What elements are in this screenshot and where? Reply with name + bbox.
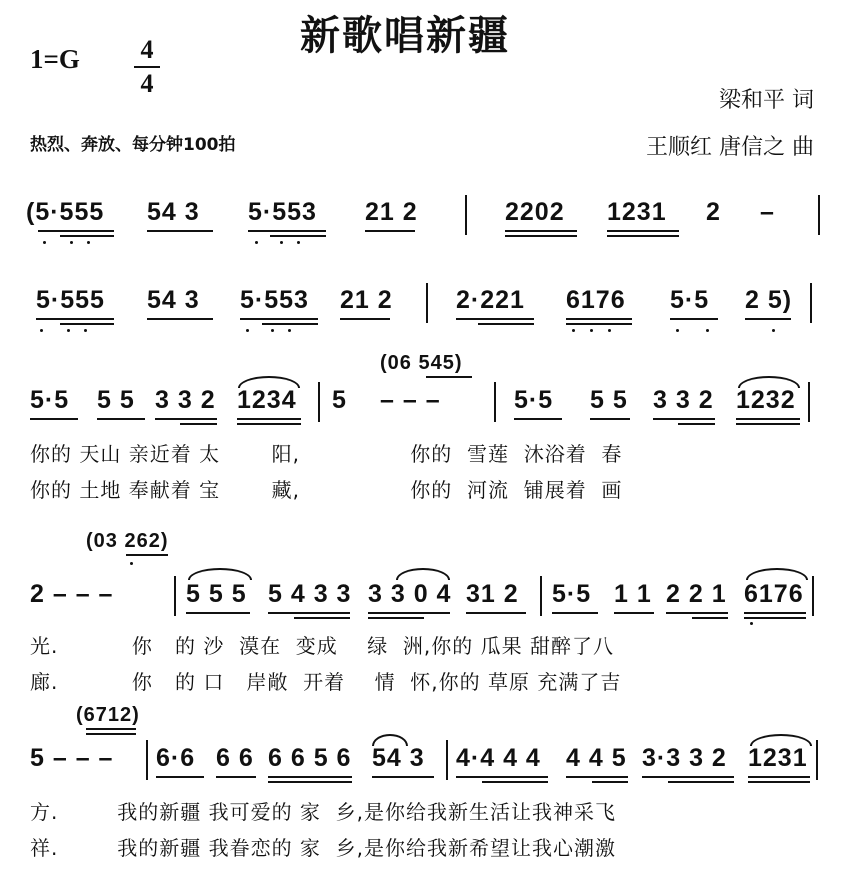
underline (268, 781, 352, 783)
note-group: (5·555 (26, 198, 105, 226)
underline (216, 776, 256, 778)
note-group: 3 3 2 (155, 386, 216, 414)
dot (87, 241, 90, 244)
bar-line (810, 283, 812, 323)
underline (478, 323, 534, 325)
interlude-notes: (03 262) (86, 530, 169, 552)
underline (745, 318, 791, 320)
key-signature: 1=G (30, 44, 80, 74)
note-group: – – – (380, 386, 441, 414)
tempo-marking: 热烈、奔放、每分钟100拍 (30, 135, 236, 155)
underline (126, 554, 168, 556)
underline (566, 323, 632, 325)
underline (590, 418, 630, 420)
note-group: 1 1 (614, 580, 652, 608)
dot (84, 329, 87, 332)
lyric-verse-2: 你的 土地 奉献着 宝 藏, 你的 河流 铺展着 画 (30, 478, 623, 502)
note-group: 5 4 3 3 (268, 580, 352, 608)
interlude-notes: (6712) (76, 704, 140, 726)
underline (592, 781, 628, 783)
note-group: 2 – – – (30, 580, 114, 608)
underline (97, 418, 145, 420)
bar-line (174, 576, 176, 616)
underline (372, 776, 434, 778)
underline (60, 323, 114, 325)
underline (466, 612, 526, 614)
underline (368, 612, 450, 614)
note-group: 5 5 (97, 386, 135, 414)
note-group: 5·553 (240, 286, 309, 314)
slur (746, 568, 808, 580)
note-group: 5·553 (248, 198, 317, 226)
dot (750, 622, 753, 625)
lyric-verse-2: 廊. 你 的 口 岸敞 开着 情 怀,你的 草原 充满了吉 (30, 670, 622, 694)
lyric-verse-1: 光. 你 的 沙 漠在 变成 绿 洲,你的 瓜果 甜醉了八 (30, 634, 615, 658)
underline (736, 418, 800, 420)
note-group: 6 6 5 6 (268, 744, 352, 772)
dot (271, 329, 274, 332)
dot (608, 329, 611, 332)
underline (748, 776, 810, 778)
song-title: 新歌唱新疆 (300, 12, 510, 59)
dot (288, 329, 291, 332)
note-group: 6176 (744, 580, 804, 608)
bar-line (808, 382, 810, 422)
underline (552, 612, 598, 614)
slur (750, 734, 812, 746)
note-group: 1234 (237, 386, 297, 414)
underline (268, 776, 352, 778)
underline (653, 418, 715, 420)
underline (38, 230, 114, 232)
lyric-verse-1: 方. 我的新疆 我可爱的 家 乡,是你给我新生活让我神采飞 (30, 800, 617, 824)
dot (70, 241, 73, 244)
note-group: 4·4 4 4 (456, 744, 541, 772)
note-group: 2 2 1 (666, 580, 727, 608)
note-group: 54 3 (147, 198, 200, 226)
note-group: 1232 (736, 386, 796, 414)
note-group: 2 (706, 198, 721, 226)
note-group: 5·555 (36, 286, 105, 314)
dot (255, 241, 258, 244)
lyricist-credit: 梁和平 词 (719, 88, 814, 113)
note-group: 2·221 (456, 286, 525, 314)
dot (572, 329, 575, 332)
note-group: 54 3 (372, 744, 425, 772)
underline (666, 612, 728, 614)
underline (365, 230, 415, 232)
underline (147, 318, 213, 320)
underline (240, 318, 318, 320)
bar-line (426, 283, 428, 323)
dot (130, 562, 133, 565)
note-group: 1231 (607, 198, 667, 226)
score-line-4 (0, 530, 848, 700)
underline (186, 612, 250, 614)
underline (678, 423, 715, 425)
note-group: 21 2 (365, 198, 418, 226)
bar-line (816, 740, 818, 780)
dot (297, 241, 300, 244)
note-group: – (760, 198, 775, 226)
underline (60, 235, 114, 237)
note-group: 3·3 3 2 (642, 744, 727, 772)
note-group: 5·5 (552, 580, 592, 608)
score-line-3 (0, 352, 848, 502)
bar-line (318, 382, 320, 422)
underline (670, 318, 718, 320)
note-group: 31 2 (466, 580, 519, 608)
note-group: 5 5 (590, 386, 628, 414)
underline (86, 733, 136, 735)
underline (30, 418, 78, 420)
dot (772, 329, 775, 332)
underline (668, 781, 734, 783)
score-line-5 (0, 704, 848, 884)
underline (237, 423, 301, 425)
note-group: 5 – – – (30, 744, 114, 772)
underline (237, 418, 301, 420)
dot (676, 329, 679, 332)
underline (744, 617, 806, 619)
bar-line (540, 576, 542, 616)
slur (372, 734, 408, 746)
note-group: 5·5 (30, 386, 70, 414)
bar-line (818, 195, 820, 235)
note-group: 5·5 (514, 386, 554, 414)
dot (706, 329, 709, 332)
underline (505, 235, 577, 237)
lyric-verse-1: 你的 天山 亲近着 太 阳, 你的 雪莲 沐浴着 春 (30, 442, 623, 466)
time-signature-bottom: 4 (140, 69, 154, 98)
slur (396, 568, 450, 580)
underline (368, 617, 424, 619)
underline (482, 781, 548, 783)
score-line-2 (0, 278, 848, 358)
underline (514, 418, 562, 420)
underline (744, 612, 806, 614)
underline (456, 776, 548, 778)
underline (607, 230, 679, 232)
dot (280, 241, 283, 244)
slur (738, 376, 800, 388)
slur (188, 568, 252, 580)
underline (456, 318, 534, 320)
note-group: 6 6 (216, 744, 254, 772)
underline (340, 318, 390, 320)
bar-line (494, 382, 496, 422)
dot (67, 329, 70, 332)
underline (692, 617, 728, 619)
bar-line (146, 740, 148, 780)
note-group: 5 5 5 (186, 580, 247, 608)
underline (155, 418, 217, 420)
dot (590, 329, 593, 332)
underline (86, 728, 136, 730)
dot (246, 329, 249, 332)
note-group: 1231 (748, 744, 808, 772)
underline (262, 323, 318, 325)
note-group: 21 2 (340, 286, 393, 314)
underline (607, 235, 679, 237)
underline (180, 423, 217, 425)
note-group: 5·5 (670, 286, 710, 314)
note-group: 5 (332, 386, 347, 414)
underline (642, 776, 734, 778)
underline (36, 318, 114, 320)
underline (748, 781, 810, 783)
underline (426, 376, 472, 378)
note-group: 2202 (505, 198, 565, 226)
score-line-1 (0, 190, 848, 270)
time-signature-top: 4 (134, 34, 160, 68)
underline (566, 318, 632, 320)
underline (505, 230, 577, 232)
note-group: 2 5) (745, 286, 793, 314)
bar-line (812, 576, 814, 616)
composer-credit: 王顺红 唐信之 曲 (646, 135, 814, 160)
note-group: 6176 (566, 286, 626, 314)
underline (736, 423, 800, 425)
dot (40, 329, 43, 332)
note-group: 6·6 (156, 744, 196, 772)
underline (614, 612, 654, 614)
note-group: 54 3 (147, 286, 200, 314)
underline (147, 230, 213, 232)
underline (156, 776, 204, 778)
note-group: 3 3 0 4 (368, 580, 452, 608)
underline (294, 617, 350, 619)
underline (268, 612, 350, 614)
bar-line (465, 195, 467, 235)
bar-line (446, 740, 448, 780)
note-group: 4 4 5 (566, 744, 627, 772)
underline (270, 235, 326, 237)
underline (248, 230, 326, 232)
slur (238, 376, 300, 388)
time-signature (134, 34, 160, 100)
lyric-verse-2: 祥. 我的新疆 我眷恋的 家 乡,是你给我新希望让我心潮激 (30, 836, 617, 860)
dot (43, 241, 46, 244)
underline (566, 776, 628, 778)
interlude-notes: (06 545) (380, 352, 463, 374)
note-group: 3 3 2 (653, 386, 714, 414)
